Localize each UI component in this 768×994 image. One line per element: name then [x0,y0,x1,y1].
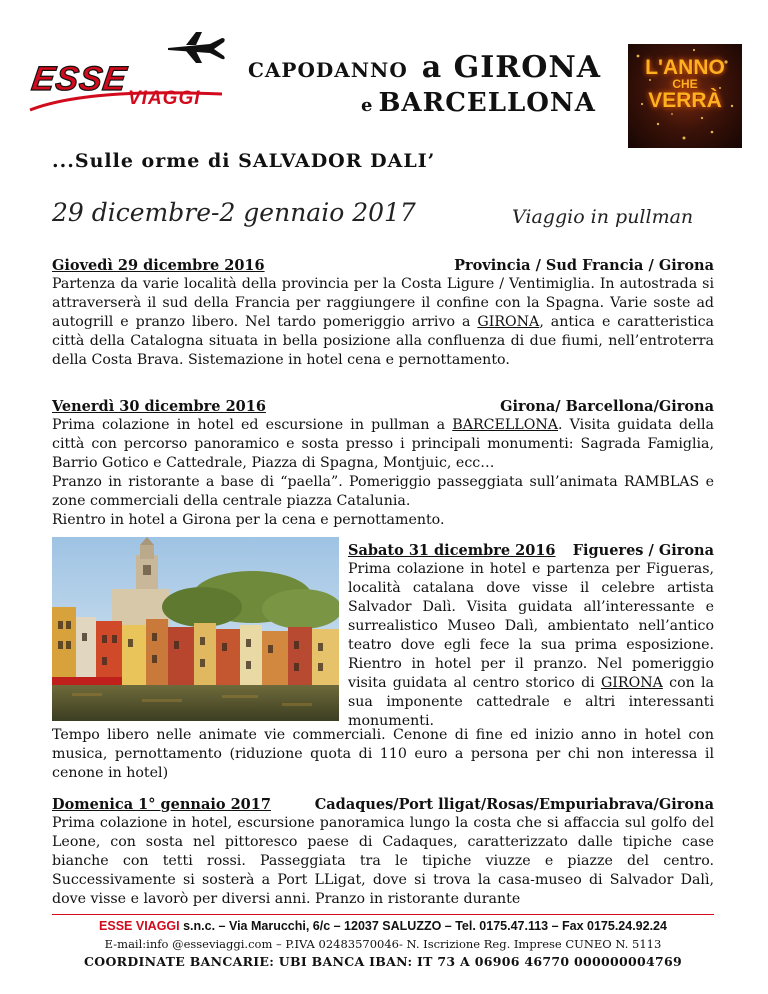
day-3-continued: Tempo libero nelle animate vie commerciali. Cenone di fine ed inizio anno in hotel con musica, pernottamento (riduzione quota di 110 euro a persona per chi non interessa il cenone in hotel) [52,727,714,781]
main-title-line2 [361,88,596,118]
footer-bank: COORDINATE BANCARIE: UBI BANCA IBAN: IT 73 A 06906 46770 000000004769 [84,954,682,969]
footer-divider [52,914,714,915]
badge-line2: CHE [672,77,698,91]
barcellona-link[interactable]: BARCELLONA [452,417,558,433]
day-4-header [52,795,714,814]
company-logo [26,22,230,112]
day-2 [52,397,714,530]
subtitle: ...Sulle orme di SALVADOR DALI’ [52,150,436,172]
footer-company-name: ESSE VIAGGI [99,919,180,933]
logo-subtitle: VIAGGI [128,88,201,109]
day-2-text-2: Pranzo in ristorante a base di “paella”. Pomeriggio passeggiata sull’animata RAMBLAS e zone commerciali della centrale piazza Catalunia. [52,474,714,509]
day-3-date: Sabato 31 dicembre 2016 [348,542,556,559]
day-1-date: Giovedì 29 dicembre 2016 [52,257,265,274]
day-3-text: Prima colazione in hotel e partenza per Figueras, località catalana dove visse il celebre artista Salvador Dalì. Visita guidata all’interessante e surrealistico Museo Dalì, ambientato nell’antico teatro dove egli fece la sua prima esposizione. Rientro in hotel per il pranzo. Nel pomeriggio visita guidata al centro storico di GIRONA con la sua imponente cattedrale e altri interessanti monumenti. [348,561,714,729]
girona-link-2[interactable]: GIRONA [600,675,663,691]
title-barcellona: BARCELLONA [378,88,596,118]
day-2-route: Girona/ Barcellona/Girona [500,398,714,415]
footer-company [52,919,714,933]
airplane-icon [166,30,226,64]
badge-line3: VERRÀ [648,89,722,112]
title-e: e [361,95,373,116]
day-4-text: Prima colazione in hotel, escursione panoramica lungo la costa che si affaccia sul golfo del Leone, con sosta nel pittoresco paese di Cadaques, caratterizzato dalle tipiche case bianche con tetti rossi. Passeggiata tra le tipiche viuzze e piazze del centro. Successivamente si sosterà a Port LLigat, dove si trova la casa-museo di Salvador Dalì, dove visse e lavorò per diversi anni. Pranzo in ristorante durante [52,815,714,907]
girona-link[interactable]: GIRONA [477,314,540,330]
day-1-text: Partenza da varie località della provincia per la Costa Ligure / Ventimiglia. In autostrada si attraverserà il sud della Francia per raggiungere il confine con la Spagna. Varie soste ad autogrill e pranzo libero. Nel tardo pomeriggio arrivo a GIRONA, antica e caratteristica città della Catalogna situata in bella posizione alla confluenza di due fiumi, nell’entroterra della Costa Brava. Sistemazione in hotel cena e pernottamento. [52,276,714,368]
day-2-text: Prima colazione in hotel ed escursione in pullman a BARCELLONA. Visita guidata della città con percorso panoramico e sosta presso i principali monumenti: Sagrada Famiglia, Barrio Gotico e Cattedrale, Piazza di Spagna, Montjuic, ecc… [52,417,714,471]
day-4 [52,795,714,909]
trip-dates: 29 dicembre-2 gennaio 2017 [52,198,416,227]
title-capodanno: CAPODANNO [248,58,408,82]
transport-mode: Viaggio in pullman [512,206,694,228]
logo-wordmark: ESSE [29,60,130,98]
day-1-route: Provincia / Sud Francia / Girona [454,257,714,274]
girona-photo [52,537,339,721]
anno-che-verra-badge [628,44,742,148]
day-2-header [52,397,714,416]
day-4-date: Domenica 1° gennaio 2017 [52,796,271,813]
day-2-text-3: Rientro in hotel a Girona per la cena e pernottamento. [52,512,445,528]
badge-line1: L'ANNO [645,56,725,79]
footer-address: s.n.c. – Via Marucchi, 6/c – 12037 SALUZZO – Tel. 0175.47.113 – Fax 0175.24.92.24 [179,919,667,933]
day-3 [348,541,714,731]
title-girona: a GIRONA [421,50,602,85]
day-2-date: Venerdì 30 dicembre 2016 [52,398,266,415]
day-3-route: Figueres / Girona [572,542,714,559]
main-title-line1 [248,50,601,85]
day-1-header [52,256,714,275]
day-4-route: Cadaques/Port lligat/Rosas/Empuriabrava/Girona [314,796,714,813]
badge-text [628,58,742,111]
day-1 [52,256,714,370]
footer-contacts: E-mail:info @esseviaggi.com – P.IVA 02483570046- N. Iscrizione Reg. Imprese CUNEO N. 5113 [104,937,662,951]
day-3-header [348,541,714,560]
